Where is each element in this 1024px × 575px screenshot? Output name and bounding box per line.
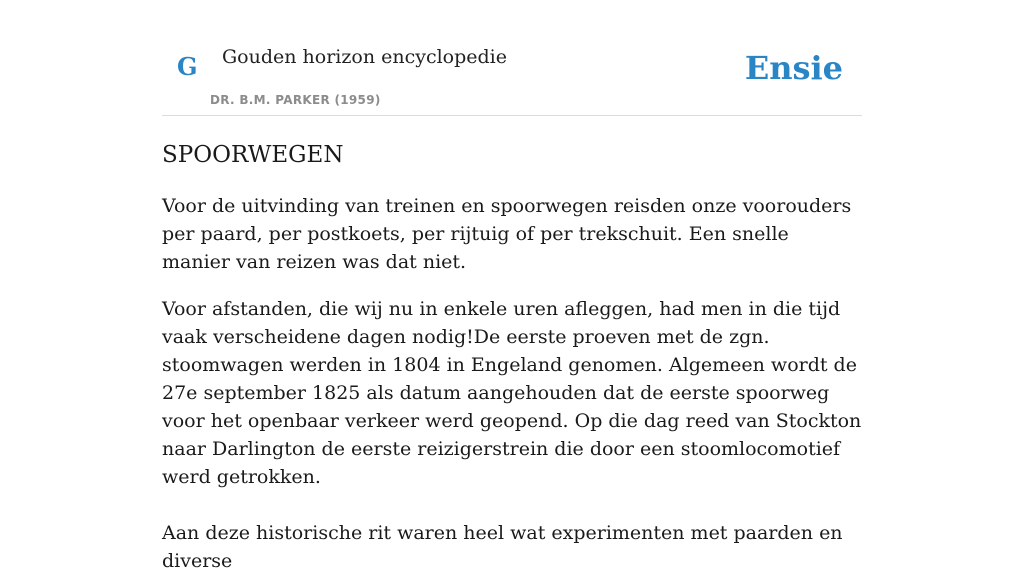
site-logo[interactable]: Ensie (744, 49, 843, 87)
article-title: SPOORWEGEN (162, 142, 344, 168)
header (162, 0, 862, 116)
article-paragraph: Voor de uitvinding van treinen en spoorwegen reisden onze voorouders per paard, per postkoets, per rijtuig of per trekschuit. Een snelle manier van reizen was dat niet. (162, 194, 852, 273)
article-paragraph: Voor afstanden, die wij nu in enkele uren afleggen, had men in die tijd vaak verscheidene dagen nodig!De eerste proeven met de zgn. stoomwagen werden in 1804 in Engeland genomen. Algemeen wordt de 27e september 1825 als datum aangehouden dat de eerste spoorweg voor het openbaar verkeer werd geopend. Op die dag reed van Stockton naar Darlington de eerste reizigerstrein die door een stoomlocomotief werd getrokken. (162, 297, 862, 488)
book-initial-icon[interactable]: G (177, 52, 198, 81)
page (162, 0, 862, 575)
book-author: DR. B.M. PARKER (1959) (210, 93, 381, 107)
article-paragraph: Aan deze historische rit waren heel wat experimenten met paarden en diverse (162, 521, 843, 572)
book-title-link[interactable]: Gouden horizon encyclopedie (222, 46, 507, 68)
